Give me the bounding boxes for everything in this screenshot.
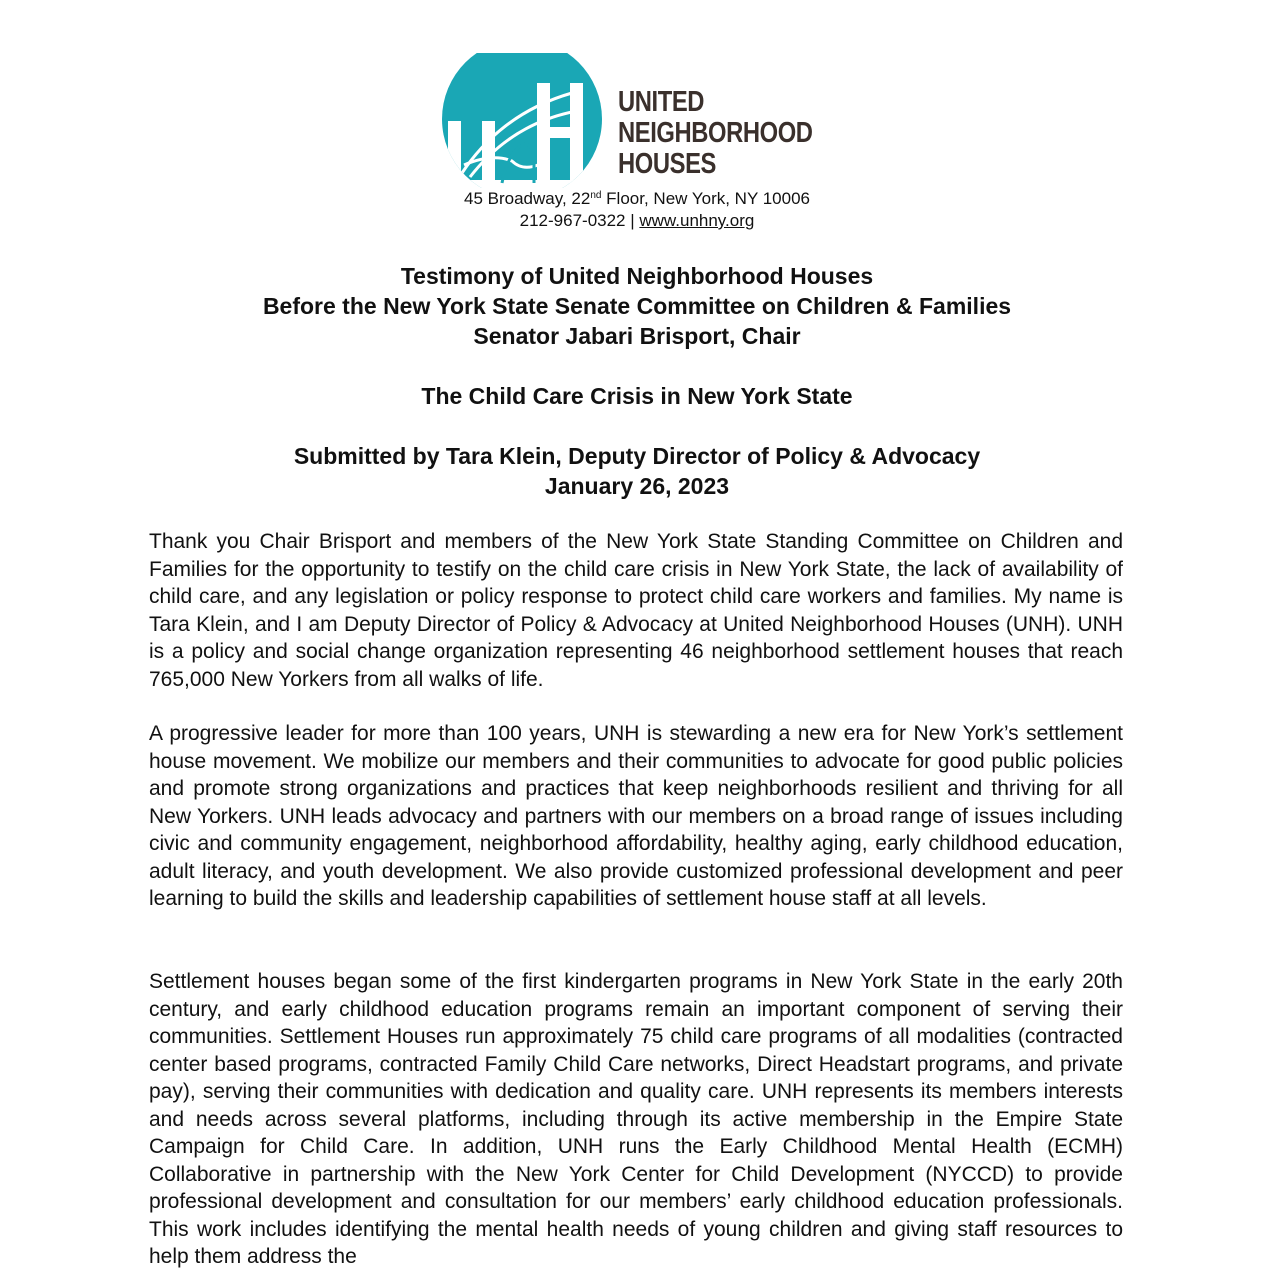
- body-paragraph-1: Thank you Chair Brisport and members of the New York State Standing Committee on Children and Families for the opportunity to testify on the child care crisis in New York State, the lack of availability of child care, and any legislation or policy response to protect child care workers and families. My name is Tara Klein, and I am Deputy Director of Policy & Advocacy at United Neighborhood Houses (UNH). UNH is a policy and social change organization representing 46 neighborhood settlement houses that reach 765,000 New Yorkers from all walks of life.: [149, 530, 1123, 691]
- heading-line-2: Before the New York State Senate Committee on Children & Families: [262, 293, 1012, 319]
- address-line: [0, 188, 1274, 210]
- unh-logo: [442, 53, 842, 188]
- document-date: January 26, 2023: [544, 473, 730, 499]
- heading-line-1: Testimony of United Neighborhood Houses: [400, 263, 874, 289]
- address-post: Floor, New York, NY 10006: [601, 189, 810, 208]
- submitted-by: Submitted by Tara Klein, Deputy Director of Policy & Advocacy: [293, 443, 981, 469]
- body-paragraph-2: A progressive leader for more than 100 years, UNH is stewarding a new era for New York’s settlement house movement. We mobilize our members and their communities to advocate for good public policies and promote strong organizations and practices that keep neighborhoods resilient and thriving for all New Yorkers. UNH leads advocacy and partners with our members on a broad range of issues including civic and community engagement, neighborhood affordability, healthy aging, early childhood education, adult literacy, and youth development. We also provide customized professional development and peer learning to build the skills and leadership capabilities of settlement house staff at all levels.: [149, 722, 1123, 910]
- heading-line-3: Senator Jabari Brisport, Chair: [473, 323, 801, 349]
- website-link[interactable]: www.unhny.org: [639, 211, 755, 230]
- address-pre: 45 Broadway, 22: [464, 189, 591, 208]
- phone-number: 212-967-0322 |: [519, 211, 640, 230]
- logo-line-2: NEIGHBORHOOD: [618, 117, 813, 149]
- logo-line-3: HOUSES: [618, 148, 716, 180]
- phone-line: [0, 210, 1274, 232]
- address-sup: nd: [590, 190, 602, 201]
- logo-line-1: UNITED: [618, 86, 705, 118]
- logo-wordmark: [618, 87, 813, 180]
- document-title: The Child Care Crisis in New York State: [421, 383, 853, 409]
- unh-logo-mark: [442, 53, 612, 188]
- body-paragraph-3: Settlement houses began some of the first kindergarten programs in New York State in the early 20th century, and early childhood education programs remain an important component of serving their communities. Settlement Houses run approximately 75 child care programs of all modalities (contracted center based programs, contracted Family Child Care networks, Direct Headstart programs, and private pay), serving their communities with dedication and quality care. UNH represents its members interests and needs across several platforms, including through its active membership in the Empire State Campaign for Child Care. In addition, UNH runs the Early Childhood Mental Health (ECMH) Collaborative in partnership with the New York Center for Child Development (NYCCD) to provide professional development and consultation for our members’ early childhood education professionals. This work includes identifying the mental health needs of young children and giving staff resources to help them address the: [149, 970, 1123, 1268]
